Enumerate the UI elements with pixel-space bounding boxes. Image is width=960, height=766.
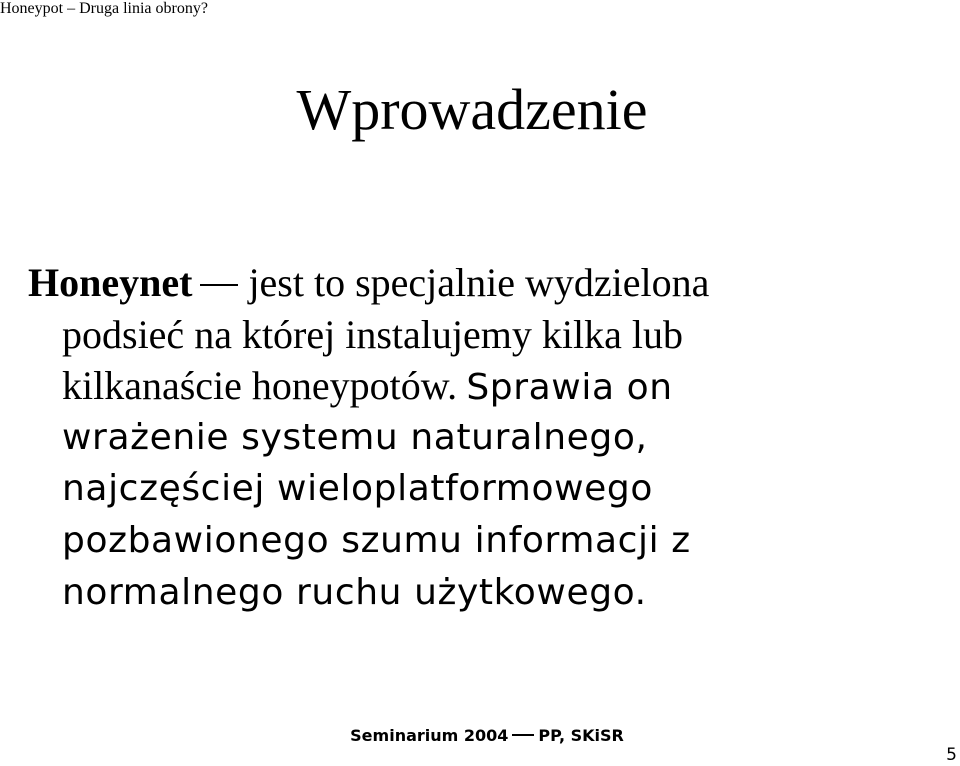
body-text-1: jest to specjalnie wydzielona — [248, 260, 710, 305]
body-text-3b: Sprawia on — [466, 367, 673, 409]
term-honeynet: Honeynet — [28, 260, 193, 305]
body-text-3a: kilkanaście honeypotów. — [62, 363, 458, 409]
footer-dash — [512, 734, 534, 736]
body-line-6: pozbawionego szumu informacji z — [62, 519, 691, 561]
body-line-1 — [28, 257, 952, 309]
header-title: Honeypot – Druga linia obrony? — [0, 0, 208, 17]
footer-seminar: Seminarium 2004 — [350, 726, 509, 745]
page-number: 5 — [946, 745, 957, 765]
slide-title: Wprowadzenie — [296, 77, 648, 142]
body-line-3 — [62, 360, 952, 412]
body-line-7: normalnego ruchu użytkowego. — [62, 571, 647, 613]
slide-body — [28, 257, 952, 618]
em-dash — [200, 284, 238, 286]
footer — [0, 726, 960, 746]
footer-org: PP, SKiSR — [538, 726, 624, 745]
body-line-5: najczęściej wieloplatformowego — [62, 468, 653, 510]
body-line-2: podsieć na której instalujemy kilka lub — [62, 311, 683, 357]
body-line-4: wrażenie systemu naturalnego, — [62, 416, 648, 458]
